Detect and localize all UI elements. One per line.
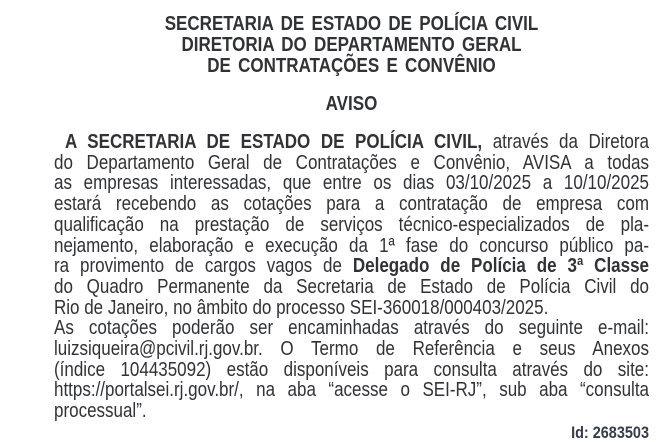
body-text: ra provimento de cargos vagos de bbox=[54, 255, 353, 278]
body-line bbox=[54, 153, 649, 174]
body-text: processual”. bbox=[54, 400, 147, 423]
body-text: estará recebendo as cotações para a contratação de empresa com bbox=[54, 193, 649, 216]
body-text: as empresas interessadas, que entre os dias 03/10/2025 a 10/10/2025 bbox=[54, 172, 649, 195]
document-page bbox=[54, 14, 649, 442]
body-line bbox=[54, 194, 649, 215]
body-text: através da Diretora bbox=[482, 131, 649, 153]
body-text-bold: Delegado de Polícia de 3ª Classe bbox=[352, 255, 649, 278]
body-line bbox=[54, 256, 649, 277]
body-line bbox=[54, 380, 649, 401]
body-line bbox=[54, 277, 649, 298]
body-text: https://portalsei.rj.gov.br/, na aba “acesse o SEI-RJ”, sub aba “consulta bbox=[54, 379, 649, 402]
body-text: do Quadro Permanente da Secretaria de Estado de Polícia Civil do bbox=[54, 275, 649, 298]
body-line bbox=[54, 401, 649, 422]
body-text: do Departamento Geral de Contratações e Convênio, AVISA a todas bbox=[54, 151, 649, 174]
document-subtitle: AVISO bbox=[325, 93, 378, 115]
body-text: nejamento, elaboração e execução da 1ª fase do concurso público pa- bbox=[54, 234, 649, 257]
body-line bbox=[54, 318, 649, 339]
body-line bbox=[54, 132, 649, 153]
body-line bbox=[54, 173, 649, 194]
body-text: qualificação na prestação de serviços técnico-especializados de pla- bbox=[54, 213, 649, 236]
document-title-line-2: DIRETORIA DO DEPARTAMENTO GERAL bbox=[181, 34, 522, 56]
document-title-line-1: SECRETARIA DE ESTADO DE POLÍCIA CIVIL bbox=[164, 13, 539, 35]
body-line bbox=[54, 360, 649, 381]
body-line bbox=[54, 298, 649, 319]
body-text: luizsiqueira@pcivil.rj.gov.br. O Termo de Referência e seus Anexos bbox=[54, 338, 649, 361]
body-text-bold: A SECRETARIA DE ESTADO DE POLÍCIA CIVIL, bbox=[65, 131, 483, 153]
body-line bbox=[54, 215, 649, 236]
body-text: As cotações poderão ser encaminhadas através do seguinte e-mail: bbox=[54, 317, 649, 340]
document-title-line-3: DE CONTRATAÇÕES E CONVÊNIO bbox=[207, 55, 496, 77]
document-body bbox=[54, 132, 649, 422]
body-text: (índice 104435092) estão disponíveis para consulta através do site: bbox=[54, 358, 649, 381]
body-text: Rio de Janeiro, no âmbito do processo SEI-360018/000403/2025. bbox=[54, 296, 549, 319]
document-header bbox=[54, 14, 649, 77]
body-line bbox=[54, 236, 649, 257]
body-line bbox=[54, 339, 649, 360]
document-id: Id: 2683503 bbox=[571, 422, 649, 442]
